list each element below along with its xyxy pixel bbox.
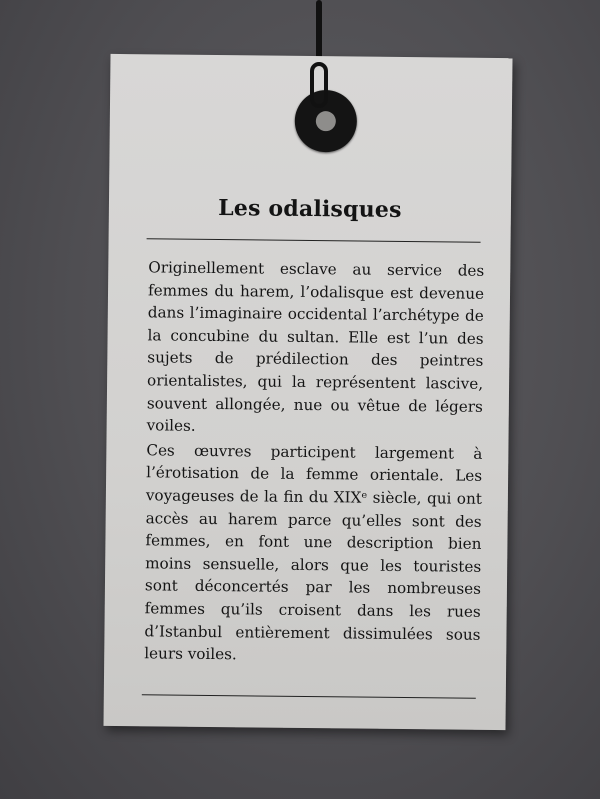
label-title: Les odalisques: [218, 195, 402, 223]
museum-label-card: [103, 54, 512, 730]
label-paragraph-1: Originellement esclave au service des femmes du harem, l’odalisque est devenue dans l’imaginaire occidental l’archétype de la concubine du sultan. Elle est l’un des sujets de prédilection des peintres orientalistes, qui la représentent lascive, souvent allongée, nue ou vêtue de légers voiles.: [146, 258, 485, 435]
label-body: [144, 256, 484, 668]
label-paragraph-2: Ces œuvres participent largement à l’érotisation de la femme orientale. Les voyageuses de la fin du XIXᵉ siècle, qui ont accès au harem parce qu’elles sont des femmes, en font une description bien moins sensuelle, alors que les touristes sont déconcertés par les nombreuses femmes qu’ils croisent dans les rues d’Istanbul entièrement dissimulées sous leurs voiles.: [144, 441, 483, 664]
title-divider: [147, 238, 481, 242]
bottom-divider: [142, 694, 476, 698]
string-loop: [310, 62, 328, 108]
eyelet-hole: [316, 111, 336, 131]
